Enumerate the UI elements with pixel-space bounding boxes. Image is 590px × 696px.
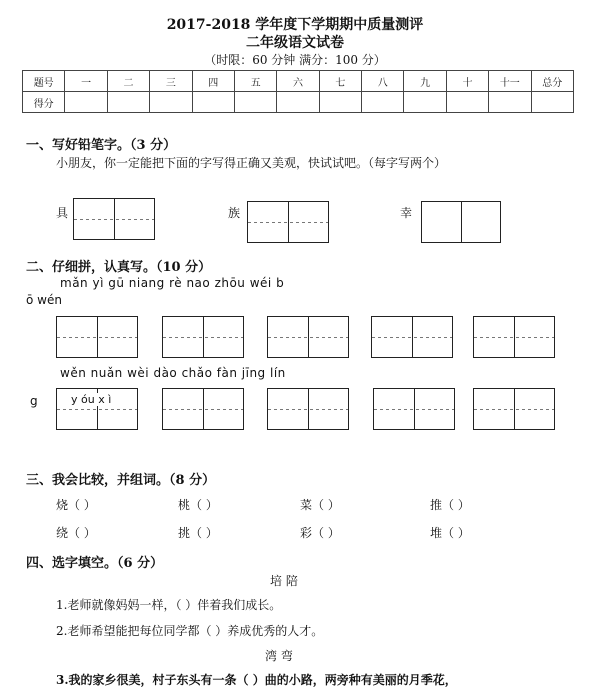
- pinyin-box-5[interactable]: [473, 316, 555, 358]
- pinyin-box-10[interactable]: [473, 388, 555, 430]
- score-header-cell: 五: [234, 71, 276, 92]
- compare-1: 烧（ ）: [56, 498, 96, 512]
- score-cell[interactable]: [234, 92, 276, 113]
- char-label-ju: 具: [56, 206, 69, 220]
- pinyin-box-7[interactable]: [162, 388, 244, 430]
- score-cell[interactable]: [446, 92, 488, 113]
- section-2-title: 二、仔细拼，认真写。（10 分）: [26, 260, 212, 275]
- pinyin-box-3[interactable]: [267, 316, 349, 358]
- writing-box-xing[interactable]: [421, 201, 501, 243]
- page-subtitle: 二年级语文试卷: [246, 35, 344, 51]
- score-row-label: 得分: [23, 92, 65, 113]
- pinyin-inline-youxi: y óu x ì: [71, 393, 112, 406]
- compare-8: 堆（ ）: [430, 526, 470, 540]
- question-3: 3.我的家乡很美，村子东头有一条（ ）曲的小路，两旁种有美丽的月季花，: [56, 673, 457, 687]
- score-cell[interactable]: [107, 92, 149, 113]
- char-label-xing: 幸: [400, 206, 413, 220]
- writing-box-ju[interactable]: [73, 198, 155, 240]
- score-cell[interactable]: [362, 92, 404, 113]
- score-header-cell: 七: [319, 71, 361, 92]
- score-cell[interactable]: [65, 92, 107, 113]
- score-cell[interactable]: [404, 92, 446, 113]
- pinyin-row-1: mǎn yì gū niang rè nao zhōu wéi b: [60, 276, 285, 290]
- score-header-label: 题号: [23, 71, 65, 92]
- compare-6: 挑（ ）: [178, 526, 218, 540]
- pinyin-box-2[interactable]: [162, 316, 244, 358]
- score-row: [23, 92, 574, 113]
- section-3-title: 三、我会比较，并组词。（8 分）: [26, 473, 216, 488]
- score-cell[interactable]: [192, 92, 234, 113]
- choices-2: 湾 弯: [265, 649, 293, 663]
- score-table: [22, 70, 574, 113]
- exam-meta: （时限：60 分钟 满分：100 分）: [204, 53, 386, 67]
- score-cell[interactable]: [150, 92, 192, 113]
- compare-2: 桃（ ）: [178, 498, 218, 512]
- writing-box-zu[interactable]: [247, 201, 329, 243]
- compare-3: 菜（ ）: [300, 498, 340, 512]
- score-header-cell: 九: [404, 71, 446, 92]
- score-header-row: [23, 71, 574, 92]
- score-cell[interactable]: [277, 92, 319, 113]
- score-header-cell: 二: [107, 71, 149, 92]
- pinyin-row-2: wěn nuǎn wèi dào chǎo fàn jīng lín: [60, 366, 286, 380]
- choices-1: 培 陪: [270, 574, 298, 588]
- section-4-title: 四、选字填空。（6 分）: [26, 556, 164, 571]
- pinyin-box-9[interactable]: [373, 388, 455, 430]
- pinyin-box-8[interactable]: [267, 388, 349, 430]
- score-header-cell: 一: [65, 71, 107, 92]
- score-cell[interactable]: [489, 92, 531, 113]
- score-header-cell: 三: [150, 71, 192, 92]
- question-1: 1.老师就像妈妈一样，（ ）伴着我们成长。: [56, 598, 282, 612]
- question-2: 2.老师希望能把每位同学都（ ）养成优秀的人才。: [56, 624, 324, 638]
- score-header-cell: 八: [362, 71, 404, 92]
- pinyin-row-1-cont: ō wén: [26, 293, 62, 307]
- score-cell[interactable]: [531, 92, 574, 113]
- score-header-cell: 十: [446, 71, 488, 92]
- score-header-cell: 四: [192, 71, 234, 92]
- score-cell[interactable]: [319, 92, 361, 113]
- pinyin-box-4[interactable]: [371, 316, 453, 358]
- page-title: 2017-2018 学年度下学期期中质量测评: [166, 17, 424, 33]
- compare-5: 绕（ ）: [56, 526, 96, 540]
- pinyin-box-1[interactable]: [56, 316, 138, 358]
- compare-4: 推（ ）: [430, 498, 470, 512]
- compare-7: 彩（ ）: [300, 526, 340, 540]
- score-header-cell: 十一: [489, 71, 531, 92]
- char-label-zu: 族: [228, 206, 241, 220]
- pinyin-row-2-cont: g: [30, 394, 38, 408]
- score-header-cell: 六: [277, 71, 319, 92]
- section-1-instruction: 小朋友，你一定能把下面的字写得正确又美观，快试试吧。（每字写两个）: [56, 156, 447, 170]
- score-header-cell: 总分: [531, 71, 574, 92]
- pinyin-box-6[interactable]: [56, 388, 138, 430]
- section-1-title: 一、写好铅笔字。（3 分）: [26, 138, 177, 153]
